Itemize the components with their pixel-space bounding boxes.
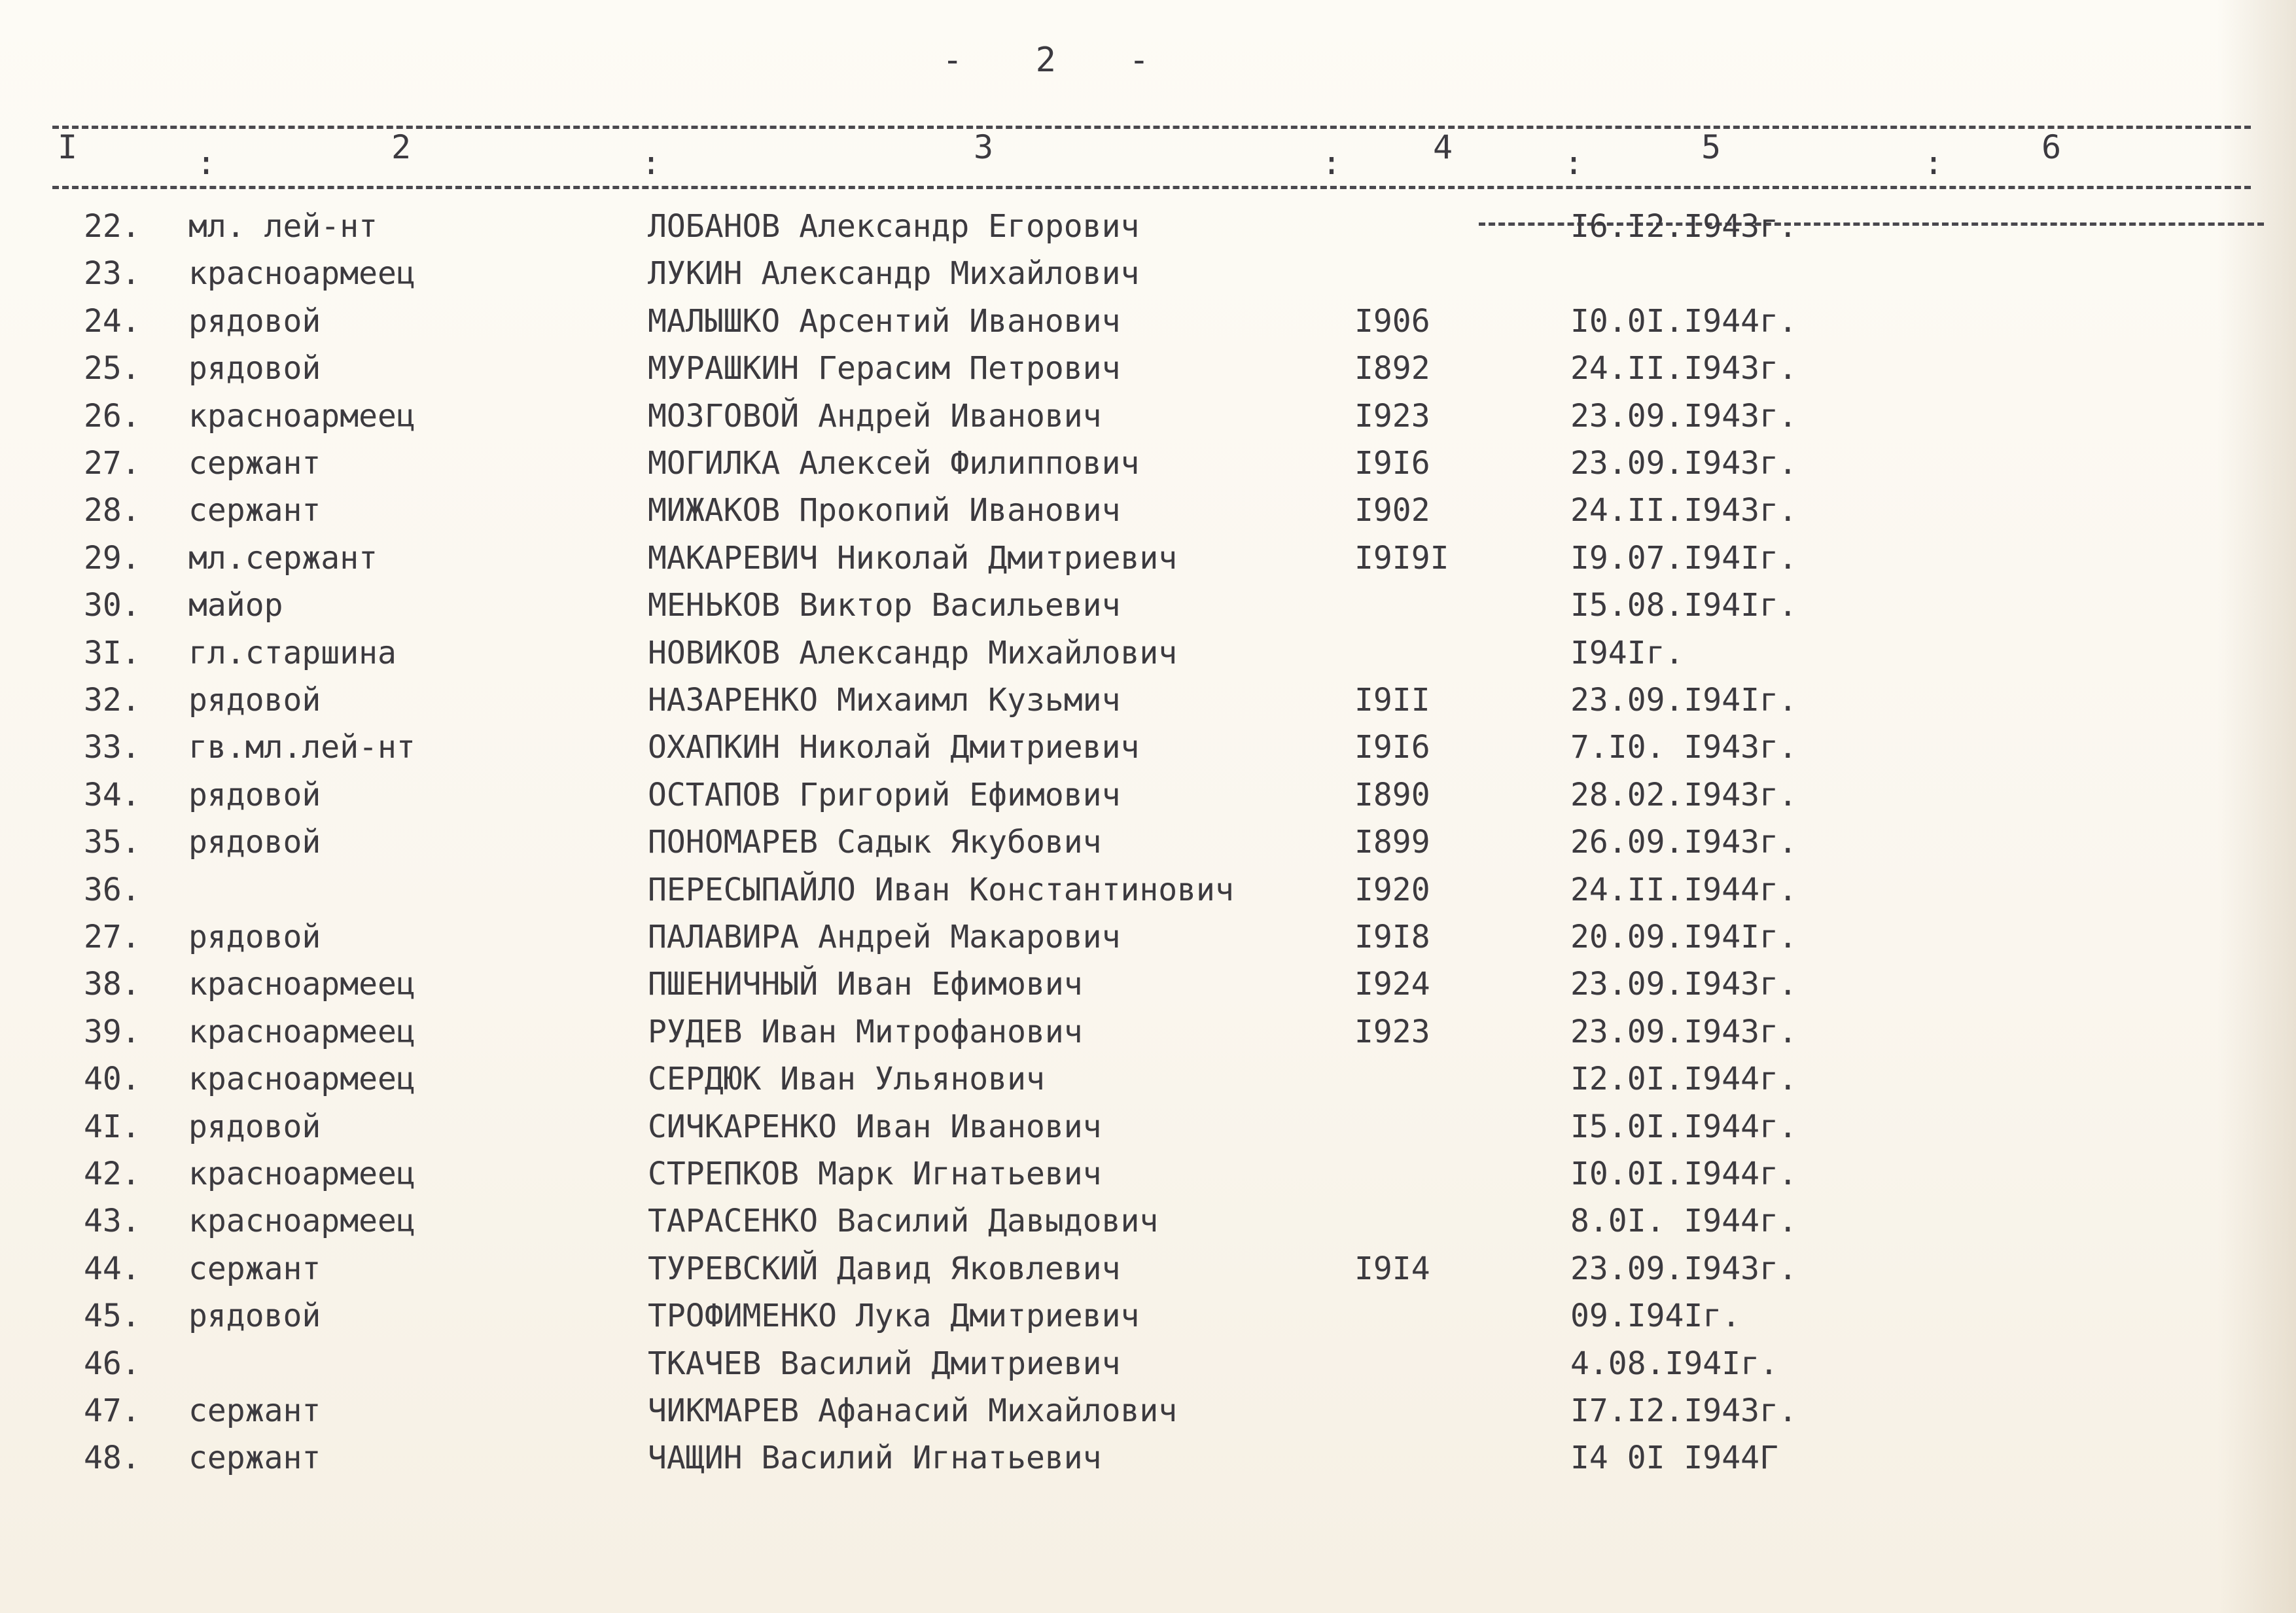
name-cell: МОЗГОВОЙ Андрей Иванович: [648, 397, 1102, 434]
name-cell: ОСТАПОВ Григорий Ефимович: [648, 776, 1121, 813]
rank-cell: рядовой: [188, 776, 321, 813]
row-number: 38.: [84, 966, 141, 1003]
row-number: 27.: [84, 919, 141, 955]
table-row: [0, 350, 2296, 396]
column-separator: :: [1924, 144, 1944, 182]
rank-cell: рядовой: [188, 1108, 321, 1145]
birth-year-cell: I906: [1354, 302, 1430, 340]
row-number: 27.: [84, 445, 141, 482]
rank-cell: майор: [188, 587, 283, 624]
table-row: [0, 208, 2296, 254]
table-row: [0, 398, 2296, 444]
table-row: [0, 1298, 2296, 1343]
row-number: 23.: [84, 255, 141, 292]
date-cell: 23.09.I943г.: [1570, 1013, 1797, 1050]
date-cell: I5.08.I94Iг.: [1570, 587, 1797, 624]
rank-cell: мл. лей-нт: [188, 208, 378, 245]
row-number: 35.: [84, 824, 141, 861]
name-cell: ТРОФИМЕНКО Лука Дмитриевич: [648, 1298, 1140, 1335]
name-cell: СЕРДЮК Иван Ульянович: [648, 1061, 1045, 1098]
column-separator: :: [196, 144, 217, 182]
row-number: 3I.: [84, 634, 141, 671]
date-cell: 23.09.I943г.: [1570, 445, 1797, 482]
rank-cell: сержант: [188, 1392, 321, 1429]
date-cell: 20.09.I94Iг.: [1570, 919, 1797, 955]
row-number: 48.: [84, 1440, 141, 1477]
date-cell: 23.09.I943г.: [1570, 966, 1797, 1003]
column-separator: :: [1322, 144, 1342, 182]
date-cell: I9.07.I94Iг.: [1570, 539, 1797, 576]
name-cell: ТАРАСЕНКО Василий Давыдович: [648, 1203, 1159, 1240]
date-cell: I6.I2.I943г.: [1570, 208, 1797, 245]
table-row: [0, 1156, 2296, 1201]
name-cell: СТРЕПКОВ Марк Игнатьевич: [648, 1156, 1102, 1192]
birth-year-cell: I890: [1354, 776, 1430, 813]
row-number: 30.: [84, 587, 141, 624]
rank-cell: сержант: [188, 1250, 321, 1287]
header-rule-bottom: [52, 186, 2251, 189]
birth-year-cell: I899: [1354, 824, 1430, 861]
rank-cell: рядовой: [188, 824, 321, 861]
rank-cell: сержант: [188, 1440, 321, 1477]
row-number: 40.: [84, 1061, 141, 1098]
rank-cell: красноармеец: [188, 1061, 415, 1098]
name-cell: НОВИКОВ Александр Михайлович: [648, 634, 1178, 671]
name-cell: МУРАШКИН Герасим Петрович: [648, 350, 1121, 387]
table-row: [0, 872, 2296, 917]
table-row: [0, 445, 2296, 491]
row-number: 45.: [84, 1298, 141, 1335]
rank-cell: красноармеец: [188, 966, 415, 1003]
rank-cell: гл.старшина: [188, 634, 397, 671]
row-number: 24.: [84, 302, 141, 340]
date-cell: I0.0I.I944г.: [1570, 1156, 1797, 1192]
rank-cell: рядовой: [188, 350, 321, 387]
rank-cell: гв.мл.лей-нт: [188, 729, 415, 766]
column-header-5: 5: [1701, 128, 1722, 166]
name-cell: ОХАПКИН Николай Дмитриевич: [648, 729, 1140, 766]
birth-year-cell: I920: [1354, 871, 1430, 908]
date-cell: I2.0I.I944г.: [1570, 1061, 1797, 1098]
row-number: 32.: [84, 682, 141, 718]
date-cell: 28.02.I943г.: [1570, 776, 1797, 813]
row-number: 4I.: [84, 1108, 141, 1145]
page-number: - 2 -: [942, 41, 1176, 80]
birth-year-cell: I902: [1354, 492, 1430, 529]
date-cell: 4.08.I94Iг.: [1570, 1345, 1778, 1382]
rank-cell: сержант: [188, 492, 321, 529]
name-cell: РУДЕВ Иван Митрофанович: [648, 1013, 1083, 1050]
row-number: 28.: [84, 492, 141, 529]
column-separator: :: [641, 144, 662, 182]
row-number: 22.: [84, 208, 141, 245]
rank-cell: красноармеец: [188, 1013, 415, 1050]
birth-year-cell: I924: [1354, 966, 1430, 1003]
table-row: [0, 1250, 2296, 1296]
column-header-3: 3: [974, 128, 994, 166]
row-number: 29.: [84, 539, 141, 576]
date-cell: 24.II.I944г.: [1570, 871, 1797, 908]
column-header-1: I: [58, 128, 78, 166]
rank-cell: рядовой: [188, 302, 321, 340]
birth-year-cell: I892: [1354, 350, 1430, 387]
table-row: [0, 303, 2296, 349]
table-row: [0, 1061, 2296, 1107]
birth-year-cell: I9I8: [1354, 919, 1430, 955]
name-cell: ПОНОМАРЕВ Садык Якубович: [648, 824, 1102, 861]
table-row: [0, 1440, 2296, 1485]
rank-cell: мл.сержант: [188, 539, 378, 576]
row-number: 43.: [84, 1203, 141, 1240]
rank-cell: красноармеец: [188, 1156, 415, 1192]
table-row: [0, 1392, 2296, 1438]
table-row: [0, 540, 2296, 586]
name-cell: МАКАРЕВИЧ Николай Дмитриевич: [648, 539, 1178, 576]
row-number: 42.: [84, 1156, 141, 1192]
row-number: 46.: [84, 1345, 141, 1382]
rank-cell: красноармеец: [188, 1203, 415, 1240]
table-row: [0, 587, 2296, 633]
name-cell: ТКАЧЕВ Василий Дмитриевич: [648, 1345, 1121, 1382]
name-cell: СИЧКАРЕНКО Иван Иванович: [648, 1108, 1102, 1145]
date-cell: I7.I2.I943г.: [1570, 1392, 1797, 1429]
rank-cell: красноармеец: [188, 255, 415, 292]
birth-year-cell: I9I4: [1354, 1250, 1430, 1287]
table-row: [0, 682, 2296, 728]
name-cell: ТУРЕВСКИЙ Давид Яковлевич: [648, 1250, 1121, 1287]
table-row: [0, 824, 2296, 870]
date-cell: 23.09.I943г.: [1570, 397, 1797, 434]
table-row: [0, 1108, 2296, 1154]
name-cell: ПЕРЕСЫПАЙЛО Иван Константинович: [648, 871, 1234, 908]
date-cell: 09.I94Iг.: [1570, 1298, 1741, 1335]
table-row: [0, 1203, 2296, 1249]
table-row: [0, 1014, 2296, 1059]
table-row: [0, 635, 2296, 681]
birth-year-cell: I9II: [1354, 682, 1430, 718]
table-row: [0, 966, 2296, 1012]
name-cell: ЧАЩИН Василий Игнатьевич: [648, 1440, 1102, 1477]
table-row: [0, 919, 2296, 965]
row-number: 33.: [84, 729, 141, 766]
table-row: [0, 729, 2296, 775]
row-number: 47.: [84, 1392, 141, 1429]
name-cell: МАЛЫШКО Арсентий Иванович: [648, 302, 1121, 340]
row-number: 44.: [84, 1250, 141, 1287]
name-cell: НАЗАРЕНКО Михаимл Кузьмич: [648, 682, 1121, 718]
date-cell: 26.09.I943г.: [1570, 824, 1797, 861]
table-row: [0, 255, 2296, 301]
table-row: [0, 492, 2296, 538]
date-cell: 24.II.I943г.: [1570, 350, 1797, 387]
date-cell: I4 0I I944Г: [1570, 1440, 1778, 1477]
name-cell: МЕНЬКОВ Виктор Васильевич: [648, 587, 1121, 624]
name-cell: ЛОБАНОВ Александр Егорович: [648, 208, 1140, 245]
row-number: 26.: [84, 397, 141, 434]
name-cell: ЧИКМАРЕВ Афанасий Михайлович: [648, 1392, 1178, 1429]
row-number: 34.: [84, 776, 141, 813]
name-cell: МИЖАКОВ Прокопий Иванович: [648, 492, 1121, 529]
date-cell: 23.09.I94Iг.: [1570, 682, 1797, 718]
name-cell: ПАЛАВИРА Андрей Макарович: [648, 919, 1121, 955]
name-cell: МОГИЛКА Алексей Филиппович: [648, 445, 1140, 482]
rank-cell: рядовой: [188, 1298, 321, 1335]
date-cell: 24.II.I943г.: [1570, 492, 1797, 529]
table-row: [0, 777, 2296, 823]
header-rule-top: [52, 126, 2251, 129]
column-header-4: 4: [1433, 128, 1453, 166]
birth-year-cell: I923: [1354, 397, 1430, 434]
rank-cell: рядовой: [188, 682, 321, 718]
row-number: 25.: [84, 350, 141, 387]
date-cell: 8.0I. I944г.: [1570, 1203, 1797, 1240]
date-cell: I5.0I.I944г.: [1570, 1108, 1797, 1145]
column-header-2: 2: [391, 128, 412, 166]
name-cell: ЛУКИН Александр Михайлович: [648, 255, 1140, 292]
birth-year-cell: I9I9I: [1354, 539, 1449, 576]
row-number: 36.: [84, 871, 141, 908]
column-header-6: 6: [2041, 128, 2062, 166]
rank-cell: сержант: [188, 445, 321, 482]
table-row: [0, 1345, 2296, 1391]
name-cell: ПШЕНИЧНЫЙ Иван Ефимович: [648, 966, 1083, 1003]
date-cell: I94Iг.: [1570, 634, 1684, 671]
birth-year-cell: I9I6: [1354, 729, 1430, 766]
rank-cell: рядовой: [188, 919, 321, 955]
row-number: 39.: [84, 1013, 141, 1050]
date-cell: 23.09.I943г.: [1570, 1250, 1797, 1287]
date-cell: I0.0I.I944г.: [1570, 302, 1797, 340]
rank-cell: красноармеец: [188, 397, 415, 434]
column-separator: :: [1564, 144, 1584, 182]
birth-year-cell: I923: [1354, 1013, 1430, 1050]
birth-year-cell: I9I6: [1354, 445, 1430, 482]
date-cell: 7.I0. I943г.: [1570, 729, 1797, 766]
